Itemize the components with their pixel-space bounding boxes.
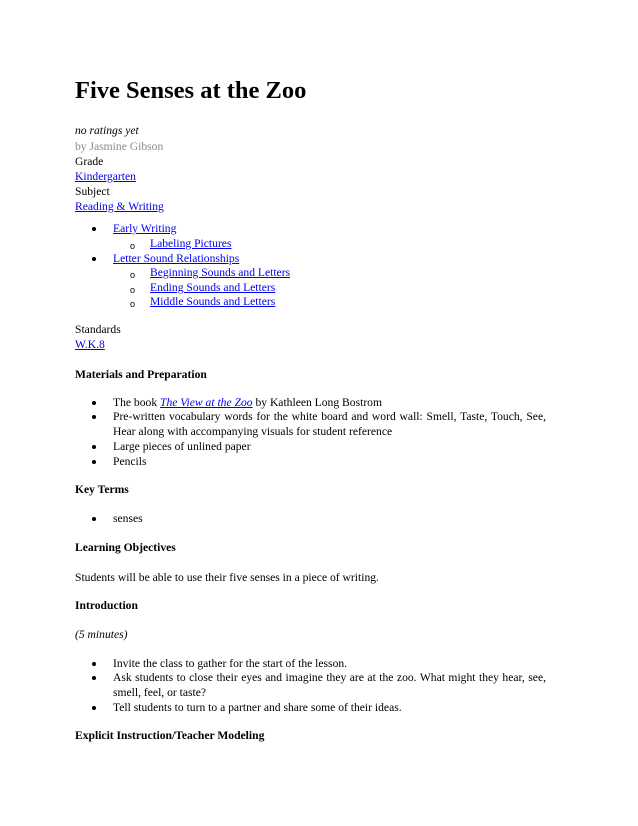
topic-link[interactable]: Letter Sound Relationships — [113, 252, 240, 265]
subtopic-link[interactable]: Labeling Pictures — [150, 237, 232, 250]
circle-bullet-icon: o — [130, 285, 136, 295]
introduction-time: (5 minutes) — [75, 628, 128, 641]
ratings-text: no ratings yet — [75, 124, 139, 137]
grade-label: Grade — [75, 155, 104, 168]
circle-bullet-icon: o — [130, 241, 136, 251]
subtopic-link[interactable]: Ending Sounds and Letters — [150, 281, 276, 294]
introduction-item-text: Tell students to turn to a partner and share some of their ideas. — [113, 701, 402, 714]
introduction-item-text: Invite the class to gather for the start of the lesson. — [113, 657, 348, 670]
topic-link[interactable]: Early Writing — [113, 222, 177, 235]
bullet-icon — [92, 706, 96, 710]
introduction-item-text: Ask students to close their eyes and imagine they are at the zoo. What might they hear, see, smell, feel, or taste? — [113, 671, 546, 699]
subtopic-link[interactable]: Middle Sounds and Letters — [150, 295, 276, 308]
bullet-icon — [92, 445, 96, 449]
materials-item-text: Pre-written vocabulary words for the white board and word wall: Smell, Taste, Touch, See, Hear along with accompanying visuals for student reference — [113, 410, 546, 438]
objectives-text: Students will be able to use their five senses in a piece of writing. — [75, 571, 379, 584]
bullet-icon — [92, 401, 96, 405]
bullet-icon — [92, 227, 96, 231]
standards-link[interactable]: W.K.8 — [75, 338, 105, 351]
subject-label: Subject — [75, 185, 110, 198]
introduction-heading: Introduction — [75, 599, 138, 612]
subtopic-link[interactable]: Beginning Sounds and Letters — [150, 266, 291, 279]
key-terms-heading: Key Terms — [75, 483, 129, 496]
explicit-instruction-heading: Explicit Instruction/Teacher Modeling — [75, 729, 265, 742]
objectives-heading: Learning Objectives — [75, 541, 176, 554]
materials-item-text: Large pieces of unlined paper — [113, 440, 251, 453]
bullet-icon — [92, 257, 96, 261]
bullet-icon — [92, 517, 96, 521]
book-title-link[interactable]: The View at the Zoo — [160, 396, 253, 409]
subject-link[interactable]: Reading & Writing — [75, 200, 164, 213]
key-term-text: senses — [113, 512, 143, 525]
materials-heading: Materials and Preparation — [75, 368, 207, 381]
book-suffix: by Kathleen Long Bostrom — [252, 396, 382, 409]
bullet-icon — [92, 676, 96, 680]
circle-bullet-icon: o — [130, 270, 136, 280]
book-prefix: The book — [113, 396, 161, 409]
bullet-icon — [92, 460, 96, 464]
standards-label: Standards — [75, 323, 121, 336]
circle-bullet-icon: o — [130, 299, 136, 309]
grade-link[interactable]: Kindergarten — [75, 170, 136, 183]
page-title: Five Senses at the Zoo — [75, 77, 307, 104]
bullet-icon — [92, 415, 96, 419]
materials-item-text: Pencils — [113, 455, 147, 468]
author-byline: by Jasmine Gibson — [75, 140, 164, 153]
bullet-icon — [92, 662, 96, 666]
